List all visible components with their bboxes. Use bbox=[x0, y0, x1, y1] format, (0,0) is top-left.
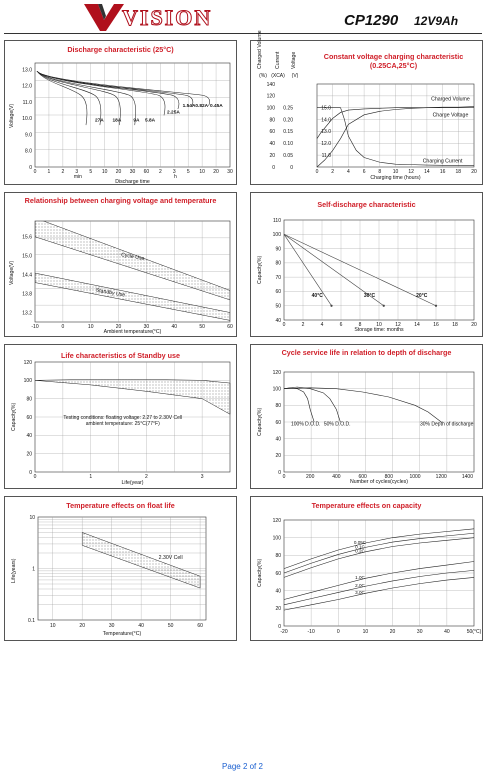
x-tick-label: 10 bbox=[49, 623, 56, 629]
series-label: 50% D.O.D. bbox=[323, 421, 351, 428]
y-tick-label: 11.0 bbox=[22, 99, 32, 106]
x-tick-label: 12 bbox=[408, 169, 414, 175]
y-tick-label: 8.0 bbox=[25, 148, 32, 155]
x-tick-label: 5 bbox=[186, 169, 190, 175]
y-tick-label: 13.2 bbox=[22, 310, 32, 317]
y-tick-label: 15.0 bbox=[22, 253, 32, 260]
y-tick-label: 80 bbox=[275, 260, 281, 267]
x-axis-label: Discharge time bbox=[115, 179, 150, 184]
x-tick-label: 50 bbox=[167, 623, 174, 629]
x-tick-label: 16 bbox=[439, 169, 446, 175]
y3-tick-label: 15.0 bbox=[321, 105, 331, 112]
x-tick-label: 1200 bbox=[435, 474, 447, 480]
x-tick-label: 18 bbox=[455, 169, 462, 175]
chart-self-discharge bbox=[251, 193, 482, 336]
chart-charge-voltage-temp bbox=[5, 193, 236, 336]
axis-unit: (%) bbox=[259, 73, 267, 79]
capacity-curve bbox=[284, 538, 474, 581]
x-axis-label: Life(year) bbox=[121, 480, 144, 486]
y-tick-label: 0 bbox=[278, 469, 281, 476]
brand-name: VISION bbox=[122, 5, 213, 30]
x-tick-label: 10 bbox=[87, 324, 94, 330]
y3-tick-label: 13.0 bbox=[321, 129, 331, 136]
chart-title: Life characteristics of Standby use bbox=[60, 351, 181, 360]
y1-tick-label: 40 bbox=[269, 141, 275, 148]
y-tick-label: 40 bbox=[275, 588, 281, 595]
x-tick-label: 20 bbox=[79, 623, 85, 629]
series-label: Standby Use bbox=[95, 287, 126, 299]
y1-tick-label: 120 bbox=[266, 93, 275, 100]
series-label: 30% Depth of discharge bbox=[420, 421, 474, 428]
y-tick-label: 110 bbox=[273, 217, 281, 224]
series-label: 5.8A bbox=[144, 118, 156, 124]
y-tick-label: 0 bbox=[29, 164, 32, 171]
y-tick-label: 14.4 bbox=[22, 272, 32, 279]
x-tick-label: 12 bbox=[395, 322, 401, 328]
y-tick-label: 40 bbox=[275, 436, 281, 443]
x-tick-label: 400 bbox=[332, 474, 341, 480]
y-axis-label: Capacity(%) bbox=[257, 559, 263, 588]
y-tick-label: 60 bbox=[26, 414, 32, 421]
y-tick-label: 12.0 bbox=[22, 83, 32, 90]
series-label: 0.45A bbox=[209, 103, 223, 109]
x-tick-label: 40 bbox=[138, 623, 144, 629]
x-tick-label: 20 bbox=[471, 169, 477, 175]
x-tick-label: 4 bbox=[347, 169, 350, 175]
series-label: Charging Current bbox=[422, 158, 463, 165]
chart-title: Cycle service life in relation to depth of discharge bbox=[281, 348, 452, 357]
x-tick-label: 20 bbox=[115, 169, 122, 175]
panel-discharge bbox=[4, 40, 237, 185]
x-axis-label: Temperature(°C) bbox=[102, 631, 142, 637]
x-tick-label: 14 bbox=[414, 322, 420, 328]
x-tick-label: 30 bbox=[108, 623, 115, 629]
x-tick-label: 18 bbox=[452, 322, 458, 328]
series-label: 20°C bbox=[416, 293, 428, 300]
series-label: 0.05C bbox=[353, 539, 367, 545]
x-tick-label: 3 bbox=[75, 169, 79, 175]
y-tick-label: 13.8 bbox=[22, 291, 32, 298]
y-axis-label: Voltage(V) bbox=[9, 103, 15, 128]
x-tick-label: 60 bbox=[227, 324, 233, 330]
x-tick-label: 1000 bbox=[409, 474, 421, 480]
x-tick-label: 0 bbox=[315, 169, 319, 175]
annotation-text: Testing conditions: floating voltage: 2.27 to 2.30V Cell bbox=[63, 414, 183, 421]
series-label: 2.25A bbox=[167, 110, 180, 116]
y2-tick-label: 0.20 bbox=[283, 117, 293, 124]
x-tick-label: 0 bbox=[282, 474, 286, 480]
x-tick-label: 20 bbox=[115, 324, 122, 330]
y1-tick-label: 60 bbox=[269, 129, 275, 136]
x-tick-label: 14 bbox=[424, 169, 430, 175]
series-label: 2.30V Cell bbox=[158, 555, 183, 562]
x-tick-label: 20 bbox=[471, 322, 477, 328]
x-tick-label: 10 bbox=[376, 322, 382, 328]
y-tick-label: 80 bbox=[26, 396, 32, 403]
series-label: 0.1C bbox=[355, 544, 365, 550]
y-tick-label: 10 bbox=[29, 514, 35, 521]
page-number: Page 2 of 2 bbox=[222, 762, 263, 771]
y-axis-label: Life(years) bbox=[11, 558, 17, 583]
x-tick-label: 2 bbox=[331, 169, 335, 175]
y2-tick-label: 0.10 bbox=[283, 141, 293, 148]
left-axis-header: Current bbox=[275, 51, 281, 69]
x-tick-label: 50 bbox=[199, 324, 205, 330]
x-tick-label: 30 bbox=[227, 169, 233, 175]
self-discharge-line bbox=[284, 234, 332, 305]
x-tick-label: 6 bbox=[339, 322, 343, 328]
x-tick-label: 16 bbox=[433, 322, 439, 328]
vision-logo bbox=[84, 2, 284, 32]
cycle-life-line bbox=[284, 388, 314, 422]
x-tick-label: 30 bbox=[143, 324, 150, 330]
capacity-curve bbox=[284, 577, 474, 610]
y-tick-label: 100 bbox=[23, 378, 32, 385]
y-tick-label: 0 bbox=[29, 469, 32, 476]
panel-standby-life bbox=[4, 344, 237, 489]
y1-tick-label: 20 bbox=[269, 152, 275, 159]
x-axis-label: Storage time: months bbox=[354, 327, 404, 333]
y-tick-label: 40 bbox=[26, 433, 32, 440]
y-tick-label: 100 bbox=[272, 232, 281, 239]
battery-spec: 12V9Ah bbox=[414, 14, 459, 28]
header bbox=[0, 0, 485, 34]
series-label: 0.2C bbox=[355, 548, 365, 554]
panel-temp-float-life bbox=[4, 496, 237, 641]
series-label: 18A bbox=[112, 118, 122, 124]
y-axis-label: Capacity(%) bbox=[257, 408, 263, 437]
axis-unit: (V) bbox=[291, 73, 299, 79]
y2-tick-label: 0.25 bbox=[283, 105, 293, 112]
y-tick-label: 1 bbox=[32, 566, 35, 573]
x-tick-label: 800 bbox=[384, 474, 393, 480]
y-tick-label: 9.0 bbox=[25, 132, 32, 139]
chart-temp-float-life bbox=[5, 497, 236, 640]
x-tick-label: 10 bbox=[199, 169, 205, 175]
y-axis-label: Capacity(%) bbox=[257, 256, 263, 285]
x-tick-label: 1400 bbox=[461, 474, 474, 480]
x-tick-label: 0 bbox=[282, 322, 286, 328]
x-tick-label: 600 bbox=[358, 474, 367, 480]
x-tick-label: 1 bbox=[47, 169, 51, 175]
chart-title: Temperature effects on capacity bbox=[311, 501, 422, 510]
y1-tick-label: 0 bbox=[272, 164, 275, 171]
series-label: 1.54A bbox=[182, 103, 196, 109]
x-tick-label: 6 bbox=[362, 169, 366, 175]
x-axis-label: Ambient temperature(°C) bbox=[103, 329, 162, 335]
x-tick-label: 200 bbox=[306, 474, 315, 480]
y-tick-label: 120 bbox=[272, 517, 281, 524]
x-tick-label: 0 bbox=[336, 629, 340, 635]
series-label: 9A bbox=[133, 118, 140, 124]
x-tick-label: 0 bbox=[33, 169, 37, 175]
y-tick-label: 0 bbox=[278, 623, 281, 630]
left-axis-header: Charged Volume bbox=[257, 30, 263, 69]
x-tick-label: 10 bbox=[392, 169, 399, 175]
x-tick-label: 2 bbox=[301, 322, 305, 328]
y-tick-label: 60 bbox=[275, 289, 281, 296]
y-tick-label: 120 bbox=[272, 369, 281, 376]
panel-self-discharge bbox=[250, 192, 483, 337]
x-tick-label: 2 bbox=[145, 474, 148, 480]
x-tick-label: 10 bbox=[101, 169, 108, 175]
x-tick-label: 40 bbox=[444, 629, 450, 635]
y-tick-label: 15.6 bbox=[22, 234, 32, 241]
end-marker bbox=[435, 305, 437, 307]
y-tick-label: 100 bbox=[272, 535, 281, 542]
x-tick-label: 0 bbox=[61, 324, 65, 330]
series-label: 27A bbox=[94, 118, 104, 124]
y3-tick-label: 14.0 bbox=[321, 117, 331, 124]
x-tick-label: 3 bbox=[172, 169, 176, 175]
model-number: CP1290 bbox=[344, 12, 399, 29]
left-axis-header: Voltage bbox=[291, 51, 297, 69]
x-unit-label: h bbox=[174, 174, 177, 180]
x-tick-label: 20 bbox=[389, 629, 396, 635]
header-divider bbox=[4, 33, 482, 34]
x-unit-label: min bbox=[73, 174, 82, 180]
y2-tick-label: 0 bbox=[290, 164, 293, 171]
y-tick-label: 40 bbox=[275, 317, 281, 324]
panel-cycle-life bbox=[250, 344, 483, 489]
x-tick-label: 0 bbox=[33, 474, 37, 480]
cycle-life-line bbox=[284, 388, 441, 422]
logo-v-icon bbox=[84, 2, 124, 32]
x-tick-label: 30 bbox=[129, 169, 136, 175]
panel-temp-capacity bbox=[250, 496, 483, 641]
chart-temp-capacity bbox=[251, 497, 482, 640]
x-tick-label: -10 bbox=[307, 629, 315, 635]
chart-discharge bbox=[5, 41, 236, 184]
y-tick-label: 20 bbox=[275, 453, 281, 460]
x-tick-label: 5 bbox=[89, 169, 93, 175]
y-tick-label: 10.0 bbox=[22, 116, 32, 123]
chart-cycle-life bbox=[251, 345, 482, 488]
y-tick-label: 20 bbox=[275, 606, 281, 613]
y-tick-label: 50 bbox=[275, 303, 281, 310]
y-tick-label: 100 bbox=[272, 386, 281, 393]
y-axis-label: Voltage(V) bbox=[9, 260, 15, 285]
x-tick-label: 10 bbox=[362, 629, 369, 635]
series-label: 2.0C bbox=[355, 583, 365, 589]
x-tick-label: 8 bbox=[378, 169, 382, 175]
end-marker bbox=[383, 305, 385, 307]
panel-charge-voltage-temp bbox=[4, 192, 237, 337]
y2-tick-label: 0.05 bbox=[283, 152, 293, 159]
series-label: 0.82A bbox=[195, 103, 209, 109]
x-tick-label: 20 bbox=[213, 169, 219, 175]
x-tick-label: 2 bbox=[61, 169, 65, 175]
x-tick-label: 2 bbox=[158, 169, 162, 175]
y1-tick-label: 140 bbox=[266, 81, 275, 88]
y3-tick-label: 11.0 bbox=[321, 152, 331, 159]
y3-tick-label: 12.0 bbox=[321, 141, 331, 148]
series-label: 1.0C bbox=[355, 575, 365, 581]
series-label: 100% D.O.D. bbox=[290, 421, 321, 428]
series-label: Charge Voltage bbox=[432, 112, 469, 119]
chart-title: Constant voltage charging characteristic (0.25CA,25°C) bbox=[323, 52, 464, 70]
y-tick-label: 60 bbox=[275, 419, 281, 426]
x-tick-label: 8 bbox=[358, 322, 362, 328]
x-tick-label: 3 bbox=[200, 474, 204, 480]
annotation-text: ambient temperature: 25°C(77°F) bbox=[85, 420, 160, 427]
x-tick-label: 4 bbox=[320, 322, 324, 328]
series-label: Charged Volume bbox=[431, 96, 470, 103]
x-tick-label: 60 bbox=[197, 623, 203, 629]
y-tick-label: 60 bbox=[275, 570, 281, 577]
y-tick-label: 90 bbox=[275, 246, 281, 253]
y-tick-label: 0.1 bbox=[28, 617, 35, 624]
end-marker bbox=[330, 305, 332, 307]
standby-life-band bbox=[35, 379, 230, 414]
x-tick-label: -10 bbox=[31, 324, 39, 330]
series-label: 3.0C bbox=[355, 590, 365, 596]
chart-title: Relationship between charging voltage and temperature bbox=[24, 196, 217, 205]
chart-title: Temperature effects on float life bbox=[66, 501, 175, 510]
x-tick-label: 1 bbox=[89, 474, 93, 480]
y-tick-label: 80 bbox=[275, 403, 281, 410]
x-tick-label: 40 bbox=[171, 324, 178, 330]
y2-tick-label: 0.15 bbox=[283, 129, 293, 136]
x-tick-label: 60 bbox=[143, 169, 150, 175]
x-tick-label: -20 bbox=[280, 629, 288, 635]
series-label: 40°C bbox=[311, 293, 323, 300]
y-axis-label: Capacity(%) bbox=[11, 403, 17, 432]
chart-title: Discharge characteristic (25°C) bbox=[67, 45, 174, 54]
y-tick-label: 70 bbox=[275, 274, 281, 281]
axis-unit: (XCA) bbox=[271, 73, 285, 79]
panel-constant-voltage bbox=[250, 30, 483, 185]
series-label: Cycle Use bbox=[120, 252, 145, 263]
series-label: 30°C bbox=[363, 293, 376, 300]
y-tick-label: 80 bbox=[275, 553, 281, 560]
chart-standby-life bbox=[5, 345, 236, 488]
chart-title: Self-discharge characteristic bbox=[317, 200, 416, 209]
x-tick-label: 30 bbox=[416, 629, 423, 635]
x-tick-label: 50(°C) bbox=[466, 629, 482, 635]
y-tick-label: 20 bbox=[26, 451, 32, 458]
y1-tick-label: 100 bbox=[266, 105, 275, 112]
y-tick-label: 120 bbox=[23, 359, 32, 366]
x-axis-label: Number of cycles(cycles) bbox=[350, 479, 408, 485]
y1-tick-label: 80 bbox=[269, 117, 275, 124]
y-tick-label: 13.0 bbox=[22, 67, 32, 74]
x-axis-label: Charging time (hours) bbox=[370, 175, 421, 181]
